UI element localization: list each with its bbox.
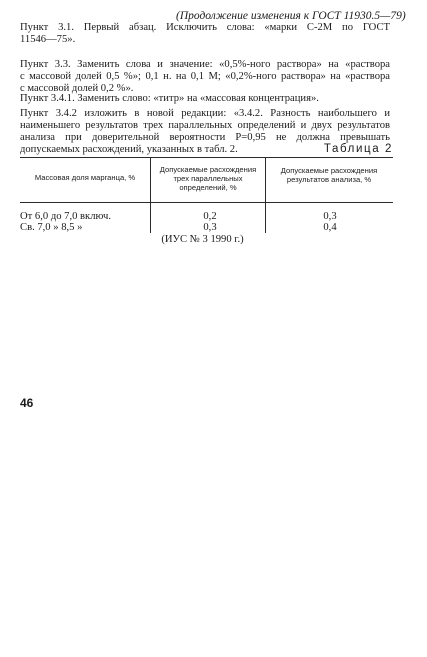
paragraph-line: Пункт 3.4.1. Заменить слово: «титр» на «массовая концентрация».: [20, 93, 319, 104]
paragraph-line: с массовой долей 0,5 %»; 0,1 н. на 0,1 М; «0,2%-ного раствора» на «раствора: [20, 71, 390, 82]
table-cell-analysis: 0,4: [323, 222, 337, 233]
paragraph-line: Пункт 3.1. Первый абзац. Исключить слова: «марки С-2М по ГОСТ: [20, 22, 390, 33]
page-number: 46: [20, 396, 34, 410]
paragraph-line: 11546—75».: [20, 34, 76, 45]
paragraph-line: анализа при доверительной вероятности P=0,95 не должна превышать: [20, 132, 390, 143]
paragraph-line: Пункт 3.4.2 изложить в новой редакции: «3.4.2. Разность наибольшего и: [20, 108, 390, 119]
table-header-rule: [20, 202, 393, 203]
table-title: Таблица 2: [323, 143, 393, 155]
paragraph-3-4-1: [20, 93, 390, 105]
paragraph-3-1: [20, 22, 390, 46]
table-top-rule: [20, 157, 393, 158]
paragraph-line: Пункт 3.3. Заменить слова и значение: «0,5%-ного раствора» на «раствора: [20, 59, 390, 70]
table-column-divider: [265, 157, 266, 233]
table-column-divider: [150, 157, 151, 233]
paragraph-3-3: [20, 59, 390, 95]
table-cell-range: От 6,0 до 7,0 включ.: [20, 211, 111, 222]
table-header-manganese: Массовая доля марганца, %: [34, 173, 136, 182]
table-cell-parallel: 0,2: [203, 211, 217, 222]
paragraph-line: допускаемых расхождений, указанных в табл. 2.: [20, 144, 238, 155]
table-header-parallel: Допускаемые расхождения трех параллельных определений, %: [159, 165, 257, 192]
table-cell-analysis: 0,3: [323, 211, 337, 222]
table-header-analysis: Допускаемые расхождения результатов анализа, %: [280, 166, 378, 184]
table-cell-parallel: 0,3: [203, 222, 217, 233]
paragraph-line: с массовой долей 0,2 %».: [20, 83, 134, 94]
running-title: (Продолжение изменения к ГОСТ 11930.5—79): [176, 10, 406, 22]
table-cell-range: Св. 7,0 » 8,5 »: [20, 222, 83, 233]
paragraph-line: наименьшего результатов трех параллельных определений и двух результатов: [20, 120, 390, 131]
source-note: (ИУС № 3 1990 г.): [161, 234, 244, 245]
